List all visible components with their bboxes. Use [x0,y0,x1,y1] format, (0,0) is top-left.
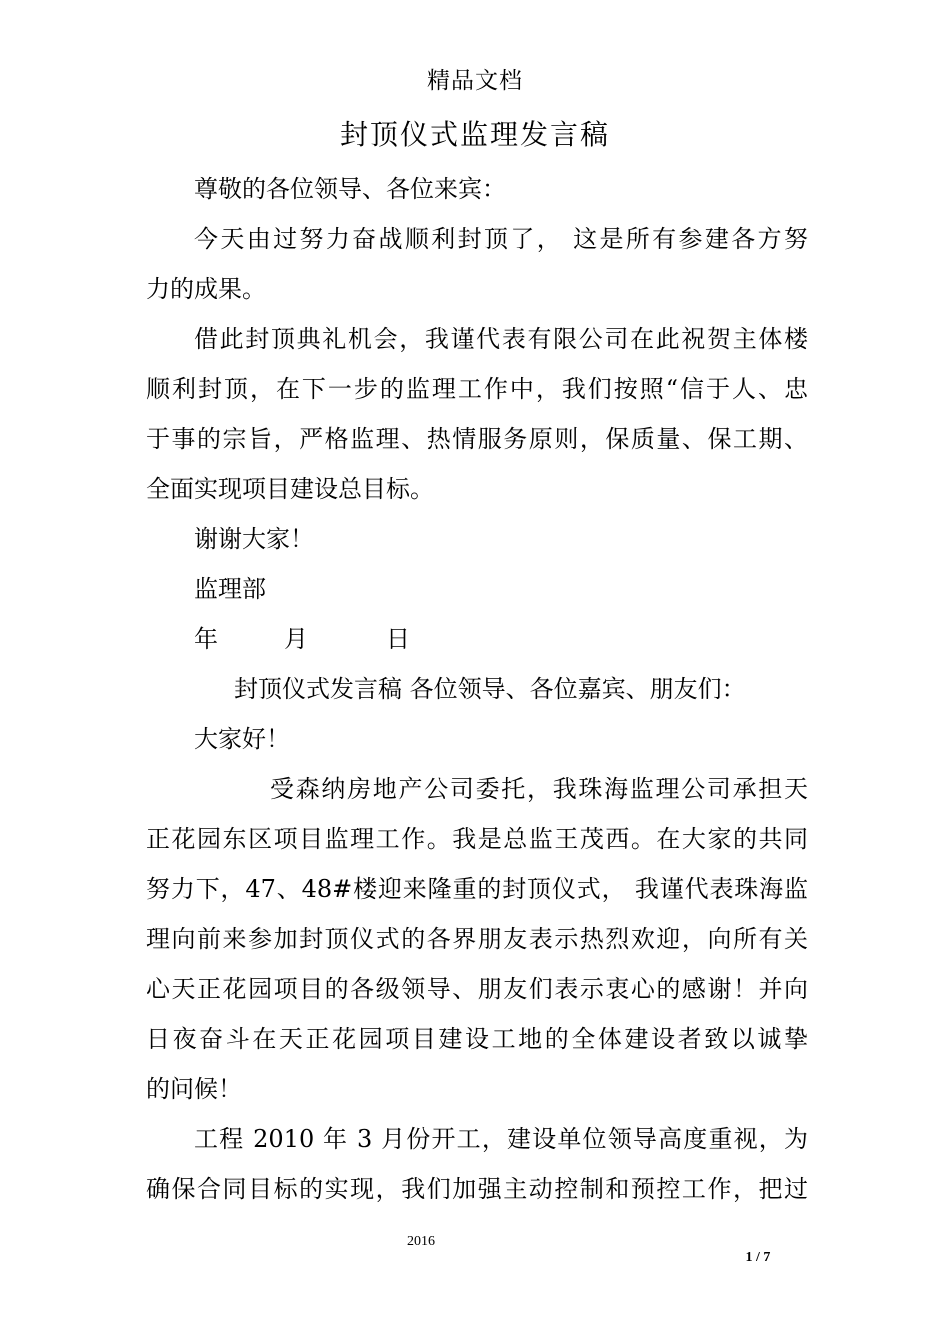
second-title-line: 封顶仪式发言稿 各位领导、各位嘉宾、朋友们： [234,675,746,703]
date-line [146,614,808,664]
greeting: 大家好！ [194,725,290,753]
paragraph-line: 力的成果。 [146,275,266,303]
date-year: 年 [194,625,218,653]
paragraph-line: 理向前来参加封顶仪式的各界朋友表示热烈欢迎，向所有关 [146,925,808,953]
date-day: 日 [386,625,410,653]
date-month: 月 [284,625,308,653]
paragraph-line: 顺利封顶，在下一步的监理工作中，我们按照“信于人、忠 [146,375,808,403]
header-tag: 精品文档 [427,68,523,94]
paragraph-line: 于事的宗旨，严格监理、热情服务原则，保质量、保工期、 [146,425,808,453]
paragraph-line: 正花园东区项目监理工作。我是总监王茂西。在大家的共同 [146,825,808,853]
paragraph-line: 日夜奋斗在天正花园项目建设工地的全体建设者致以诚挚 [146,1025,808,1053]
footer-year: 2016 [407,1234,435,1249]
document-title: 封顶仪式监理发言稿 [339,118,610,151]
document-body [146,164,808,1214]
paragraph-line: 工程 2010 年 3 月份开工，建设单位领导高度重视，为 [194,1125,808,1153]
page-number: 1 / 7 [745,1250,771,1265]
paragraph-line: 全面实现项目建设总目标。 [146,475,434,503]
paragraph-line: 借此封顶典礼机会，我谨代表有限公司在此祝贺主体楼 [194,325,808,353]
paragraph-line: 今天由过努力奋战顺利封顶了， 这是所有参建各方努 [194,225,808,253]
paragraph-line: 的问候！ [146,1075,242,1103]
closing-thanks: 谢谢大家！ [194,525,314,553]
paragraph-line: 确保合同目标的实现，我们加强主动控制和预控工作，把过 [146,1175,808,1203]
paragraph-line: 心天正花园项目的各级领导、朋友们表示衷心的感谢！并向 [146,975,808,1003]
salutation: 尊敬的各位领导、各位来宾： [194,175,506,203]
paragraph-line: 努力下，47、48#楼迎来隆重的封顶仪式， 我谨代表珠海监 [146,875,808,903]
paragraph-line: 受森纳房地产公司委托，我珠海监理公司承担天 [270,775,808,803]
signature-dept: 监理部 [194,575,266,603]
